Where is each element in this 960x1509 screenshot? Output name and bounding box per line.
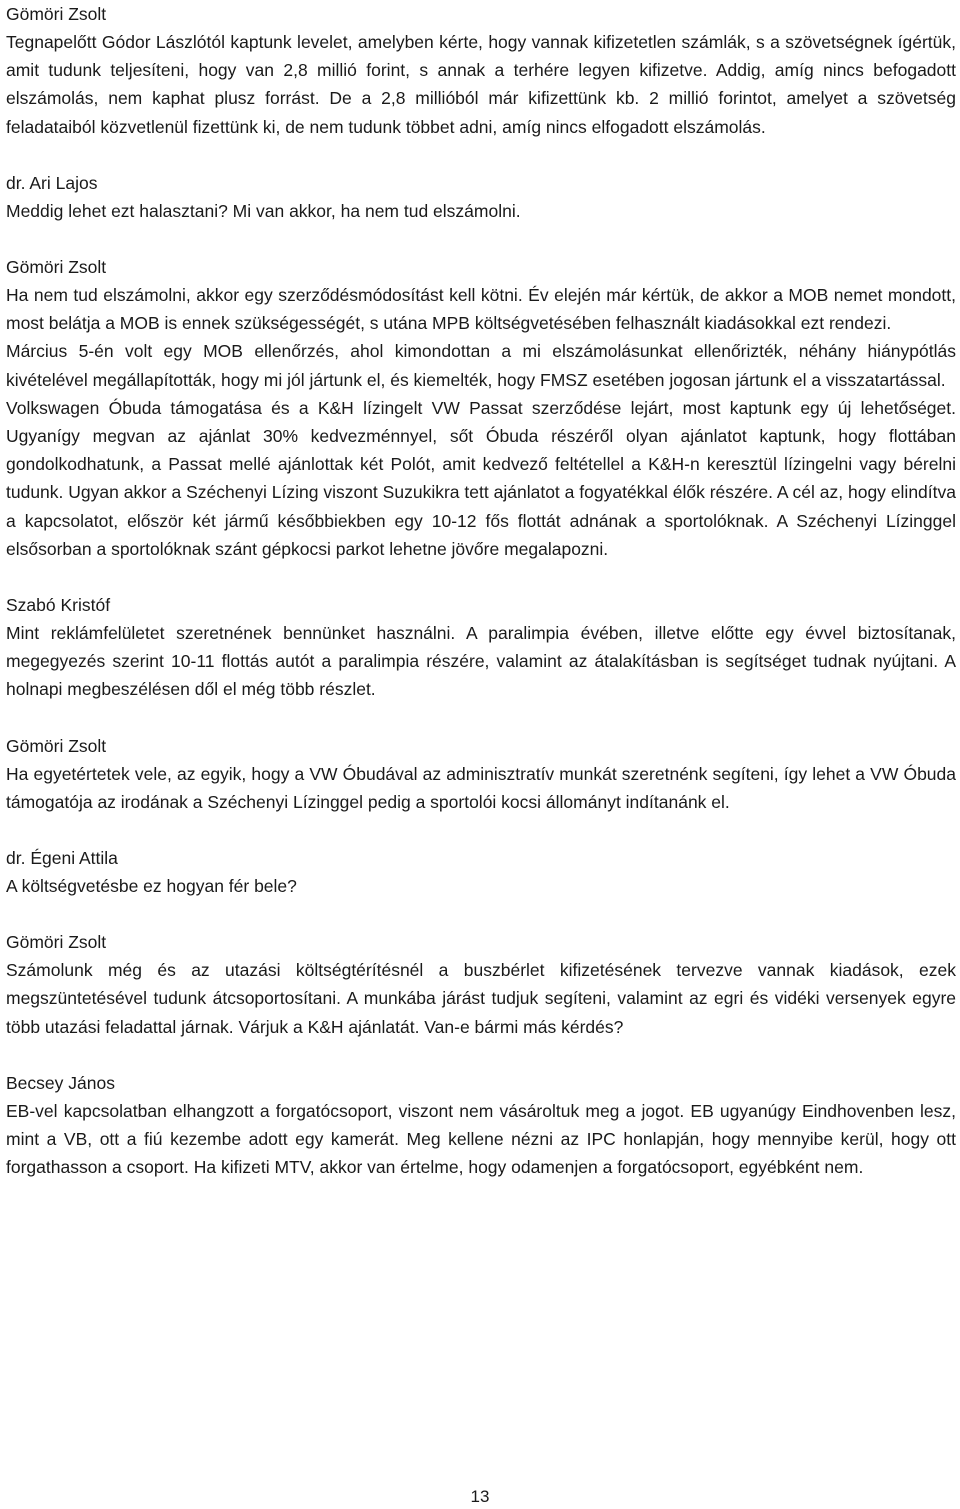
speech-paragraph: Volkswagen Óbuda támogatása és a K&H lízingelt VW Passat szerződése lejárt, most kaptunk egy új lehetőséget. Ugyanígy megvan az ajánlat 30% kedvezménnyel, sőt Óbuda részéről olyan ajánlatot kaptunk, hogy flottában gondolkodhatunk, a Passat mellé ajánlottak két Polót, amit kedvező feltétellel a K&H-n keresztül lízingelni vagy bérelni tudunk. Ugyan akkor a Széchenyi Lízing viszont Suzukikra tett ajánlatot a fogyatékkal élők részére. A cél az, hogy elindítva a kapcsolatot, először két jármű későbbiekben egy 10-12 fős flottát adnának a sportolóknak. A Széchenyi Lízinggel elsősorban a sportolóknak szánt gépkocsi parkot lehetne jövőre megalapozni. bbox=[6, 397, 956, 559]
speech-block bbox=[6, 169, 956, 225]
speaker-name: dr. Égeni Attila bbox=[6, 848, 118, 869]
speech-paragraph: EB-vel kapcsolatban elhangzott a forgatócsoport, viszont nem vásároltuk meg a jogot. EB ugyanúgy Eindhovenben lesz, mint a VB, ott a fiú kezembe adott egy kamerát. Meg kellene nézni az IPC honlapján, hogy mennyibe kerül, hogy ott forgathasson a csoport. Ha kifizeti MTV, akkor van értelme, hogy odamenjen a forgatócsoport, egyébként nem. bbox=[6, 1100, 956, 1178]
document-page bbox=[6, 0, 956, 1181]
speech-block bbox=[6, 1069, 956, 1182]
spacer bbox=[6, 1041, 956, 1069]
speech-block bbox=[6, 732, 956, 816]
speaker-name: Gömöri Zsolt bbox=[6, 932, 107, 953]
spacer bbox=[6, 225, 956, 253]
spacer bbox=[6, 900, 956, 928]
spacer bbox=[6, 141, 956, 169]
speech-paragraph: Számolunk még és az utazási költségtérítésnél a buszbérlet kifizetésének tervezve vannak kiadások, ezek megszüntetésével tudunk átcsoportosítani. A munkába járást tudjuk segíteni, valamint az egri és vidéki versenyek egyre több utazási feladattal járnak. Várjuk a K&H ajánlatát. Van-e bármi más kérdés? bbox=[6, 960, 956, 1037]
speech-block bbox=[6, 844, 956, 900]
spacer bbox=[6, 704, 956, 732]
speaker-name: Gömöri Zsolt bbox=[6, 257, 107, 278]
speaker-name: dr. Ari Lajos bbox=[6, 172, 98, 193]
spacer bbox=[6, 816, 956, 844]
speech-paragraph: Mint reklámfelületet szeretnének bennünket használni. A paralimpia évében, illetve előtte egy évvel biztosítanak, megegyezés szerint 10-11 flottás autót a paralimpia részére, valamint az átalakításban is segítséget tudnak nyújtani. A holnapi megbeszélésen dől el még több részlet. bbox=[6, 623, 956, 700]
speech-paragraph: Ha egyetértetek vele, az egyik, hogy a VW Óbudával az adminisztratív munkát szeretnénk segíteni, így lehet a VW Óbuda támogatója az irodának a Széchenyi Lízinggel pedig a sportolói kocsi állományt indítanánk el. bbox=[6, 763, 956, 812]
speech-paragraph: Március 5-én volt egy MOB ellenőrzés, ahol kimondottan a mi elszámolásunkat ellenőrizték, néhány hiánypótlás kivételével megállapították, hogy mi jól jártunk el, és kiemelték, hogy FMSZ esetében jogosan jártunk el a visszatartással. bbox=[6, 341, 956, 390]
speech-paragraph: Tegnapelőtt Gódor Lászlótól kaptunk levelet, amelyben kérte, hogy vannak kifizetetlen számlák, s a szövetségnek ígértük, amit tudunk teljesíteni, hogy van 2,8 millió forint, s annak a terhére legyen kifizetve. Addig, amíg nincs befogadott elszámolás, nem kaphat plusz forrást. De a 2,8 millióból már kifizettünk kb. 2 millió forintot, amelyet a szövetség feladataiból közvetlenül fizettünk ki, de nem tudunk többet adni, amíg nincs elfogadott elszámolás. bbox=[6, 32, 956, 137]
speech-paragraph: Meddig lehet ezt halasztani? Mi van akkor, ha nem tud elszámolni. bbox=[6, 200, 521, 221]
speech-block bbox=[6, 0, 956, 141]
speaker-name: Gömöri Zsolt bbox=[6, 735, 107, 756]
speaker-name: Gömöri Zsolt bbox=[6, 4, 107, 24]
speech-block bbox=[6, 591, 956, 704]
page-number: 13 bbox=[470, 1487, 490, 1506]
speech-block bbox=[6, 928, 956, 1041]
speech-block bbox=[6, 253, 956, 563]
speaker-name: Becsey János bbox=[6, 1072, 115, 1093]
spacer bbox=[6, 563, 956, 591]
speech-paragraph: Ha nem tud elszámolni, akkor egy szerződésmódosítást kell kötni. Év elején már kértük, de akkor a MOB nemet mondott, most belátja a MOB is ennek szükségességét, s utána MPB költségvetésében felhasznált kiadásokkal ezt rendezi. bbox=[6, 285, 956, 334]
speech-paragraph: A költségvetésbe ez hogyan fér bele? bbox=[6, 876, 297, 897]
speaker-name: Szabó Kristóf bbox=[6, 595, 111, 616]
